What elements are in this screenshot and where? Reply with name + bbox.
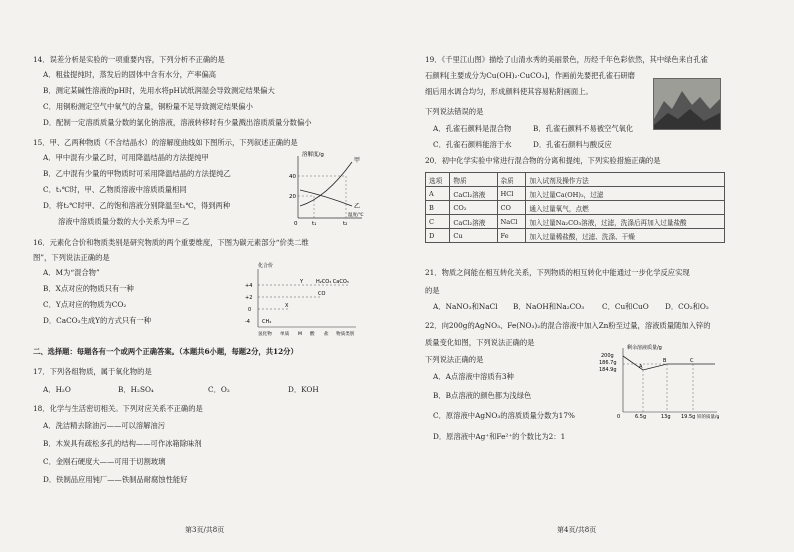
chart16-cat-2: 单质 (280, 332, 290, 337)
q15-option-d: D．将t₂℃时甲、乙的饱和溶液分别降温至t₁℃，得到两种 (43, 201, 231, 210)
q17-option-a: A．H₂O (43, 385, 71, 394)
q14-option-d: D．配制一定溶质质量分数的氯化钠溶液，溶液转移时有少量溅出溶质质量分数偏小 (43, 118, 312, 127)
q18-stem: 18．化学与生活密切相关。下列对应关系不正确的是 (33, 404, 203, 413)
q17-stem: 17．下列各组物质，属于氧化物的是 (33, 367, 152, 376)
table-header-cell: 物质 (450, 173, 497, 187)
chart22-point-b: B (663, 358, 667, 364)
zinc-solution-mass-chart (597, 342, 722, 420)
table-header-row (426, 173, 725, 187)
chart16-zero: 0 (248, 307, 252, 313)
jia-curve (300, 162, 352, 206)
chart16-ylabel: 化合价 (258, 263, 274, 269)
chart22-x1: 6.5g (635, 414, 647, 420)
q19-line-2: 石颜料[主要成分为Cu(OH)₂·CuCO₃]，作画前先要把孔雀石研磨 (425, 71, 635, 80)
chart15-t1: t₁ (312, 221, 317, 227)
chart16-cat-4: 酸 (310, 332, 315, 337)
q22-option-b: B．B点溶液的颜色都为浅绿色 (433, 391, 532, 400)
q22-option-c: C．原溶液中AgNO₃的溶质质量分数为17% (433, 411, 575, 420)
q15-option-d-cont: 溶液中溶质质量分数的大小关系为甲＝乙 (58, 217, 190, 226)
q16-stem: 16．元素化合价和物质类别是研究物质的两个重要维度，下图为碳元素部分“价类二维 (33, 238, 309, 247)
chart16-h2co3-caco3: H₂CO₃ CaCO₃ (316, 279, 349, 285)
q18-option-a: A．洗洁精去除油污——可以溶解油污 (43, 421, 166, 430)
chart22-x3: 19.5g (681, 414, 696, 420)
q19-option-c: C．孔雀石颜料能溶于水 (433, 140, 512, 149)
chart22-y200: 200g (601, 353, 614, 359)
table-header-cell: 杂质 (497, 173, 526, 187)
q19-line-3: 细后用水调合均匀，形成颜料使其容易粘附画面上。 (425, 87, 593, 96)
q21-option-b: B．NaOH和Na₂CO₃ (513, 302, 585, 311)
q15-option-b: B．乙中混有少量的甲物质时可采用降温结晶的方法提纯乙 (43, 169, 231, 178)
q17-option-b: B．H₂SO₄ (118, 385, 154, 394)
chart16-cat-6: 物质类别 (336, 332, 355, 337)
q17-option-d: D．KOH (288, 385, 319, 394)
table-cell: NaCl (497, 215, 526, 229)
table-cell: CaCl₂溶液 (450, 215, 497, 229)
chart22-x0: 0 (617, 414, 621, 420)
q19-option-d: D．孔雀石颜料与酸反应 (533, 140, 612, 149)
chart22-xlabel: 锌的质量/g (697, 415, 720, 420)
q21-option-c: C．Cu和CuO (602, 302, 649, 311)
q22-option-a: A．A点溶液中溶质有3种 (433, 372, 514, 381)
table-cell: A (426, 187, 450, 201)
table-row (426, 187, 725, 201)
table-cell: CO (497, 201, 526, 215)
q21-option-a: A．NaNO₃和NaCl (433, 302, 498, 311)
q22-line-1: 22．向200g的AgNO₃、Fe(NO₃)₂的混合溶液中加入Zn粉至过量，溶液质量随加入锌的 (425, 321, 711, 330)
right-page (397, 0, 794, 552)
q19-line-4: 下列说法错误的是 (425, 107, 484, 116)
chart16-p4: +4 (245, 283, 253, 289)
q19-line-1: 19．《千里江山图》描绘了山清水秀的美丽景色，历经千年色彩依然，其中绿色来自孔雀 (425, 55, 708, 64)
q14-option-a: A．粗盐提纯时，蒸发后的固体中含有水分，产率偏高 (43, 70, 217, 79)
chart16-m4: -4 (245, 319, 250, 325)
q14-stem: 14．误差分析是实验的一项重要内容，下列分析不正确的是 (33, 55, 225, 64)
q15-option-c: C．t₁℃时，甲、乙物质溶液中溶质质量相同 (43, 185, 187, 194)
table-cell: Fe (497, 229, 526, 243)
q22-line-2: 质量变化如图，下列说法正确的是 (425, 338, 535, 347)
q16-option-a: A．M为“混合物” (43, 268, 100, 277)
valence-category-diagram (240, 261, 360, 339)
right-page-footer: 第4页/共8页 (557, 526, 597, 534)
solubility-chart (286, 148, 366, 228)
solution-mass-line (623, 356, 715, 370)
chart15-ylabel: 溶解度/g (302, 152, 324, 158)
q21-option-d: D．CO₂和O₂ (665, 302, 709, 311)
table-cell: D (426, 229, 450, 243)
q22-line-3: 下列说法正确的是 (425, 355, 484, 364)
chart15-x0: 0 (294, 221, 298, 227)
q20-stem: 20．初中化学实验中常进行混合物的分离和提纯，下列实验措施正确的是 (425, 156, 661, 165)
q15-stem: 15．甲、乙两种物质（不含结晶水）的溶解度曲线如下图所示，下列叙述正确的是 (33, 138, 298, 147)
q16-stem-cont: 图”，下列说法正确的是 (33, 253, 110, 262)
table-cell: Cu (450, 229, 497, 243)
section-2-heading: 二、选择题：每题各有一个或两个正确答案。（本题共6小题，每题2分，共12分） (33, 347, 298, 356)
chart22-ylabel: 剩余溶液质量/g (627, 345, 662, 351)
table-row (426, 229, 725, 243)
table-header-cell: 选项 (426, 173, 450, 187)
q14-option-c: C．用铜粉测定空气中氧气的含量，铜粉量不足导致测定结果偏小 (43, 102, 253, 111)
q21-stem-cont: 的是 (425, 286, 440, 295)
chart15-y40: 40 (289, 174, 296, 180)
q18-option-d: D．铁制品应用钝厂——铁制品耐腐蚀性能好 (43, 475, 188, 484)
chart16-cat-1: 氢化物 (258, 332, 272, 337)
chart22-point-c: C (690, 358, 694, 364)
table-cell: CaCl₂溶液 (450, 187, 497, 201)
chart15-jia: 甲 (354, 157, 361, 164)
chart15-xunit: 温度/℃ (348, 213, 364, 218)
table-cell: CO₂ (450, 201, 497, 215)
table-row (426, 201, 725, 215)
chart15-y20: 20 (289, 194, 296, 200)
table-cell: 加入过量Ca(OH)₂，过滤 (526, 187, 725, 201)
q15-option-a: A．甲中混有少量乙时，可用降温结晶的方法提纯甲 (43, 153, 209, 162)
q18-option-c: C．金刚石硬度大——可用于切割玻璃 (43, 457, 166, 466)
chart15-t2: t₂ (343, 221, 348, 227)
chart22-x2: 13g (661, 414, 671, 420)
q19-option-b: B．孔雀石颜料不易被空气氧化 (533, 124, 634, 133)
q21-stem: 21．物质之间能在相互转化关系，下列物质的相互转化中能通过一步化学反应实现 (425, 268, 690, 277)
table-cell: B (426, 201, 450, 215)
table-row (426, 215, 725, 229)
chart16-cat-5: 盐 (324, 332, 329, 337)
q16-option-d: D．CaCO₃生成Y的方式只有一种 (43, 316, 152, 325)
landscape-painting-image (653, 78, 721, 130)
chart16-p2: +2 (245, 295, 253, 301)
q17-option-c: C．O₂ (208, 385, 230, 394)
chart16-x-point: X (285, 303, 289, 309)
chart22-point-a: A (639, 364, 643, 370)
table-cell: C (426, 215, 450, 229)
table-cell: 加入过量稀盐酸，过滤、洗涤、干燥 (526, 229, 725, 243)
q18-option-b: B．木炭具有疏松多孔的结构——可作冰箱除味剂 (43, 439, 202, 448)
yi-curve (300, 190, 352, 206)
chart16-cat-3: M (298, 332, 302, 337)
chart16-co: CO (318, 291, 326, 297)
chart22-y1867: 186.7g (599, 360, 617, 366)
table-cell: 通入过量氧气，点燃 (526, 201, 725, 215)
chart22-y1849: 184.9g (599, 367, 617, 373)
q19-option-a: A．孔雀石颜料是混合物 (433, 124, 512, 133)
q16-option-c: C．Y点对应的物质为CO₂ (43, 300, 127, 309)
q16-option-b: B．X点对应的物质只有一种 (43, 284, 134, 293)
table-header-cell: 加入试剂及操作方法 (526, 173, 725, 187)
chart16-ch4: CH₄ (262, 319, 272, 325)
table-cell: 加入过量Na₂CO₃溶液，过滤，洗涤后再加入过量盐酸 (526, 215, 725, 229)
left-page-footer: 第3页/共8页 (185, 526, 225, 534)
chart16-y-point: Y (300, 279, 304, 285)
chart15-yi: 乙 (354, 203, 361, 210)
q14-option-b: B．测定某碱性溶液的pH时，先用水将pH试纸润湿会导致测定结果偏大 (43, 86, 275, 95)
q22-option-d: D．原溶液中Ag⁺和Fe²⁺的个数比为2：1 (433, 432, 566, 441)
table-cell: HCl (497, 187, 526, 201)
q20-table (425, 172, 725, 243)
